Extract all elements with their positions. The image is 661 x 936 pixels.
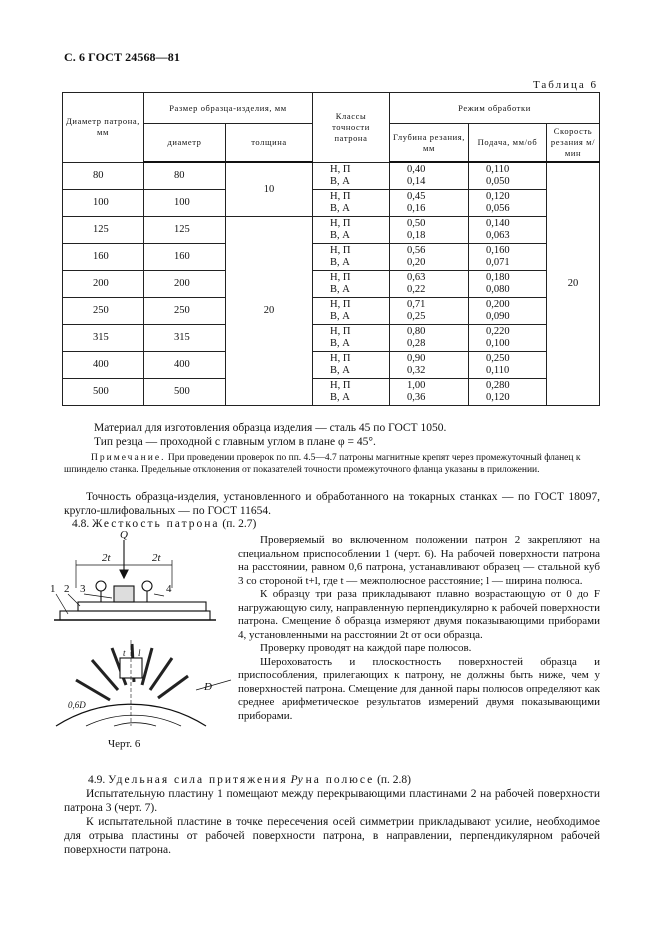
cell-accuracy-classes [313, 217, 390, 244]
cell-depth-line: 0,40 [407, 164, 426, 175]
cell-chuck-diameter [63, 162, 144, 190]
table-row [63, 352, 600, 379]
cell-sample-diameter [144, 271, 226, 298]
col-depth: Глубина резания, мм [390, 124, 469, 163]
figure-6 [46, 530, 236, 730]
cell-chuck-diameter [63, 298, 144, 325]
label-2t-left: 2t [102, 552, 111, 564]
label-t: t [123, 648, 126, 658]
cell-feed-line: 0,071 [486, 257, 510, 268]
section-4-8-title: Жесткость патрона [92, 518, 220, 530]
callout-2: 2 [64, 583, 70, 595]
col-chuck-diameter: Диаметр патрона, мм [63, 93, 144, 163]
cell-depth [390, 298, 469, 325]
cell-accuracy-classes [313, 162, 390, 190]
cell-chuck-diameter-line: 80 [93, 169, 104, 181]
paragraph-2: К образцу три раза прикладывают плавно возрастающую от 0 до F нагружающую силу, направленную перпендикулярно к рабочей поверхности патрона. Смещение δ образца измеряют двумя показывающими приборами 4, установленными на расстоянии 2t от оси образца. [238, 588, 600, 641]
cell-chuck-diameter-line: 125 [93, 224, 109, 235]
cell-feed [469, 298, 547, 325]
table-row [63, 244, 600, 271]
cell-feed-line: 0,220 [486, 326, 510, 337]
section-4-8-ref: (п. 2.7) [219, 518, 257, 530]
cell-depth-line: 0,63 [407, 272, 426, 283]
cell-feed-line: 0,080 [486, 284, 510, 295]
cell-sample-diameter-line: 100 [174, 197, 190, 208]
section-4-9-tail: на полюсе [305, 774, 375, 786]
fixture-plate [60, 611, 210, 620]
cell-accuracy-classes-line: В, А [330, 338, 350, 349]
paragraph-4: Шероховатость и плоскостность поверхностей образца и приспособления, прилегающих к патрону, не должны быть ниже, чем у поверхностей патрона. Смещение для данной пары полюсов определяют как среднее арифметическое результатов измерений двумя показывающими приборами. [238, 655, 600, 722]
cell-depth [390, 217, 469, 244]
label-06d: 0,6D [68, 700, 86, 710]
cell-accuracy-classes-line: В, А [330, 392, 350, 403]
cell-feed-line: 0,050 [486, 176, 510, 187]
cell-chuck-diameter [63, 325, 144, 352]
cell-feed-line: 0,120 [486, 392, 510, 403]
cell-chuck-diameter [63, 244, 144, 271]
table-row [63, 298, 600, 325]
col-speed: Скорость резания м/мин [547, 124, 600, 163]
note-label: Примечание. [91, 453, 166, 463]
cell-sample-diameter [144, 190, 226, 217]
cell-accuracy-classes-line: Н, П [330, 191, 351, 202]
cell-feed-line: 0,090 [486, 311, 510, 322]
cell-feed-line: 0,110 [486, 365, 510, 376]
table-row [63, 271, 600, 298]
col-feed: Подача, мм/об [469, 124, 547, 163]
cell-chuck-diameter [63, 271, 144, 298]
cell-depth-line: 0,71 [407, 299, 426, 310]
cell-accuracy-classes [313, 352, 390, 379]
note-body: При проведении проверок по пп. 4.5—4.7 патроны магнитные крепят через промежуточный фланец к шпинделю станка. Предельные отклонения от показателей точности промежуточного фланца указаны в приложении. [64, 453, 581, 475]
cell-sample-diameter-line: 315 [174, 332, 190, 343]
paragraph-6: К испытательной пластине в точке пересечения осей симметрии прикладывают усилие, необходимое для отрыва пластины от рабочей поверхности патрона, в направлении, перпендикулярном рабочей поверхности патрона. [64, 816, 600, 856]
cell-accuracy-classes [313, 271, 390, 298]
table-row [63, 325, 600, 352]
cell-depth-line: 0,45 [407, 191, 426, 202]
cell-accuracy-classes-line: Н, П [330, 326, 351, 337]
cell-sample-diameter-line: 500 [174, 386, 190, 397]
cell-depth-line: 0,80 [407, 326, 426, 337]
table-row [63, 190, 600, 217]
leader-3 [84, 594, 112, 598]
cell-chuck-diameter-line: 315 [93, 332, 109, 343]
material-text: Материал для изготовления образца изделия — сталь 45 по ГОСТ 1050. [94, 422, 447, 434]
cell-feed-line: 0,063 [486, 230, 510, 241]
cell-sample-diameter [144, 325, 226, 352]
cell-accuracy-classes [313, 325, 390, 352]
cell-chuck-diameter-line: 500 [93, 386, 109, 397]
cell-chuck-diameter-line: 250 [93, 305, 109, 316]
cell-accuracy-classes-line: В, А [330, 175, 350, 187]
cell-accuracy-classes-line: В, А [330, 365, 350, 376]
label-force: Q [120, 530, 128, 541]
accuracy-text: Точность образца-изделия, установленного и обработанного на токарных станках — по ГОСТ 18097, кругло-шлифовальных — по ГОСТ 11654. [64, 491, 600, 517]
cell-feed-line: 0,120 [486, 191, 510, 202]
spec-table [62, 92, 600, 406]
cell-depth [390, 244, 469, 271]
cell-depth [390, 190, 469, 217]
col-diameter: диаметр [144, 124, 226, 163]
label-d: D [204, 681, 212, 693]
cell-accuracy-classes-line: Н, П [330, 272, 351, 283]
section-4-9-number: 4.9. [88, 774, 106, 786]
table-row [63, 217, 600, 244]
cell-sample-diameter [144, 162, 226, 190]
section-4-8-number: 4.8. [72, 518, 90, 530]
paragraph-5: Испытательную пластину 1 помещают между перекрывающими пластинами 2 на рабочей поверхности патрона 3 (черт. 7). [64, 788, 600, 814]
section-4-8-body [238, 534, 600, 723]
col-thickness: толщина [226, 124, 313, 163]
indicator-left [96, 581, 106, 591]
col-processing-mode: Режим обработки [390, 93, 600, 124]
cell-accuracy-classes-line: В, А [330, 311, 350, 322]
indicator-right [142, 581, 152, 591]
cell-accuracy-classes-line: Н, П [330, 380, 351, 391]
cell-chuck-diameter [63, 352, 144, 379]
note-paragraph [64, 452, 600, 476]
cell-depth [390, 352, 469, 379]
cell-depth-line: 0,36 [407, 392, 426, 403]
sample-cube [114, 586, 134, 602]
cell-sample-diameter [144, 244, 226, 271]
cell-depth-line: 0,14 [407, 176, 426, 187]
cell-depth [390, 271, 469, 298]
cell-feed [469, 190, 547, 217]
cell-chuck-diameter-line: 160 [93, 251, 109, 262]
cell-feed-line: 0,140 [486, 218, 510, 229]
cell-feed-line: 0,280 [486, 380, 510, 391]
cell-depth [390, 379, 469, 406]
table-row [63, 162, 600, 190]
cell-depth-line: 0,56 [407, 245, 426, 256]
cell-chuck-diameter [63, 190, 144, 217]
paragraph-3: Проверку проводят на каждой паре полюсов. [260, 642, 472, 654]
cell-feed [469, 325, 547, 352]
cell-chuck-diameter-line: 100 [93, 197, 109, 208]
chuck-body [78, 602, 206, 611]
cell-feed-line: 0,160 [486, 245, 510, 256]
cell-sample-diameter [144, 379, 226, 406]
cell-depth-line: 0,25 [407, 311, 426, 322]
table-caption: Таблица 6 [532, 79, 598, 91]
cell-accuracy-classes [313, 244, 390, 271]
table-row [63, 379, 600, 406]
cell-feed-line: 0,200 [486, 299, 510, 310]
cell-thickness-group-1: 10 [226, 162, 313, 217]
callout-4: 4 [166, 583, 172, 595]
page-header: С. 6 ГОСТ 24568—81 [64, 50, 180, 64]
cell-sample-diameter [144, 352, 226, 379]
figure-6-drawing [46, 530, 236, 730]
cell-sample-diameter [144, 217, 226, 244]
cell-sample-diameter-line: 80 [174, 170, 185, 181]
cell-accuracy-classes-line: В, А [330, 230, 350, 241]
cell-accuracy-classes-line: Н, П [330, 218, 351, 229]
cell-accuracy-classes-line: Н, П [330, 299, 351, 310]
cell-accuracy-classes-line: В, А [330, 284, 350, 295]
cell-sample-diameter [144, 298, 226, 325]
cell-feed [469, 244, 547, 271]
cell-accuracy-classes-line: В, А [330, 257, 350, 268]
callout-1: 1 [50, 583, 56, 595]
cell-speed: 20 [547, 162, 600, 406]
leader-2 [68, 594, 80, 606]
cell-accuracy-classes [313, 190, 390, 217]
cell-chuck-diameter [63, 217, 144, 244]
cell-accuracy-classes [313, 298, 390, 325]
cell-feed-line: 0,110 [486, 164, 510, 175]
col-sample-size: Размер образца-изделия, мм [144, 93, 313, 124]
cell-chuck-diameter [63, 379, 144, 406]
col-accuracy-classes: Классы точности патрона [313, 93, 390, 163]
paragraph-1: Проверяемый во включенном положении патрон 2 закрепляют на специальном приспособлении 1 (черт. 6). На рабочей поверхности патрона на расстоянии, равном 0,6 патрона, устанавливают образец — стальной куб 3 со стороной t+l, где t — межполюсное расстояние; l — ширина полюса. [238, 534, 600, 587]
label-2t-right: 2t [152, 552, 161, 564]
cell-feed-line: 0,250 [486, 353, 510, 364]
cell-accuracy-classes-line: Н, П [330, 245, 351, 256]
cell-accuracy-classes-line: Н, П [330, 353, 351, 364]
cell-sample-diameter-line: 160 [174, 251, 190, 262]
cell-accuracy-classes [313, 379, 390, 406]
label-l: l [138, 648, 141, 658]
cutter-type-text: Тип резца — проходной с главным углом в плане φ = 45°. [94, 436, 376, 448]
cell-feed [469, 271, 547, 298]
cell-depth-line: 0,90 [407, 353, 426, 364]
leader-4 [154, 594, 164, 596]
cell-depth-line: 0,20 [407, 257, 426, 268]
cell-sample-diameter-line: 250 [174, 305, 190, 316]
cell-feed [469, 162, 547, 190]
cell-feed [469, 379, 547, 406]
figure-6-caption: Черт. 6 [108, 738, 141, 750]
cell-sample-diameter-line: 200 [174, 278, 190, 289]
cell-sample-diameter-line: 125 [174, 224, 190, 235]
cell-depth-line: 0,28 [407, 338, 426, 349]
cell-chuck-diameter-line: 200 [93, 278, 109, 289]
section-4-9-symbol: Py [290, 774, 303, 786]
cell-sample-diameter-line: 400 [174, 359, 190, 370]
cell-chuck-diameter-line: 400 [93, 359, 109, 370]
section-4-8-heading [72, 517, 256, 531]
section-4-9-heading [88, 773, 608, 787]
force-arrowhead [120, 570, 128, 578]
cell-depth-line: 0,32 [407, 365, 426, 376]
cell-depth-line: 0,18 [407, 230, 426, 241]
cell-depth [390, 325, 469, 352]
cell-depth-line: 1,00 [407, 380, 426, 391]
cell-thickness-group-2: 20 [226, 217, 313, 406]
cell-feed-line: 0,056 [486, 203, 510, 214]
cell-feed-line: 0,100 [486, 338, 510, 349]
cell-depth-line: 0,22 [407, 284, 426, 295]
cell-feed [469, 352, 547, 379]
callout-3: 3 [80, 583, 86, 595]
cell-accuracy-classes-line: В, А [330, 203, 350, 214]
section-4-9-title: Удельная сила притяжения [108, 774, 288, 786]
cell-depth-line: 0,16 [407, 203, 426, 214]
cell-feed-line: 0,180 [486, 272, 510, 283]
cell-depth-line: 0,50 [407, 218, 426, 229]
cell-feed [469, 217, 547, 244]
cell-accuracy-classes-line: Н, П [330, 163, 351, 175]
cell-depth [390, 162, 469, 190]
section-4-9-ref: (п. 2.8) [374, 774, 412, 786]
